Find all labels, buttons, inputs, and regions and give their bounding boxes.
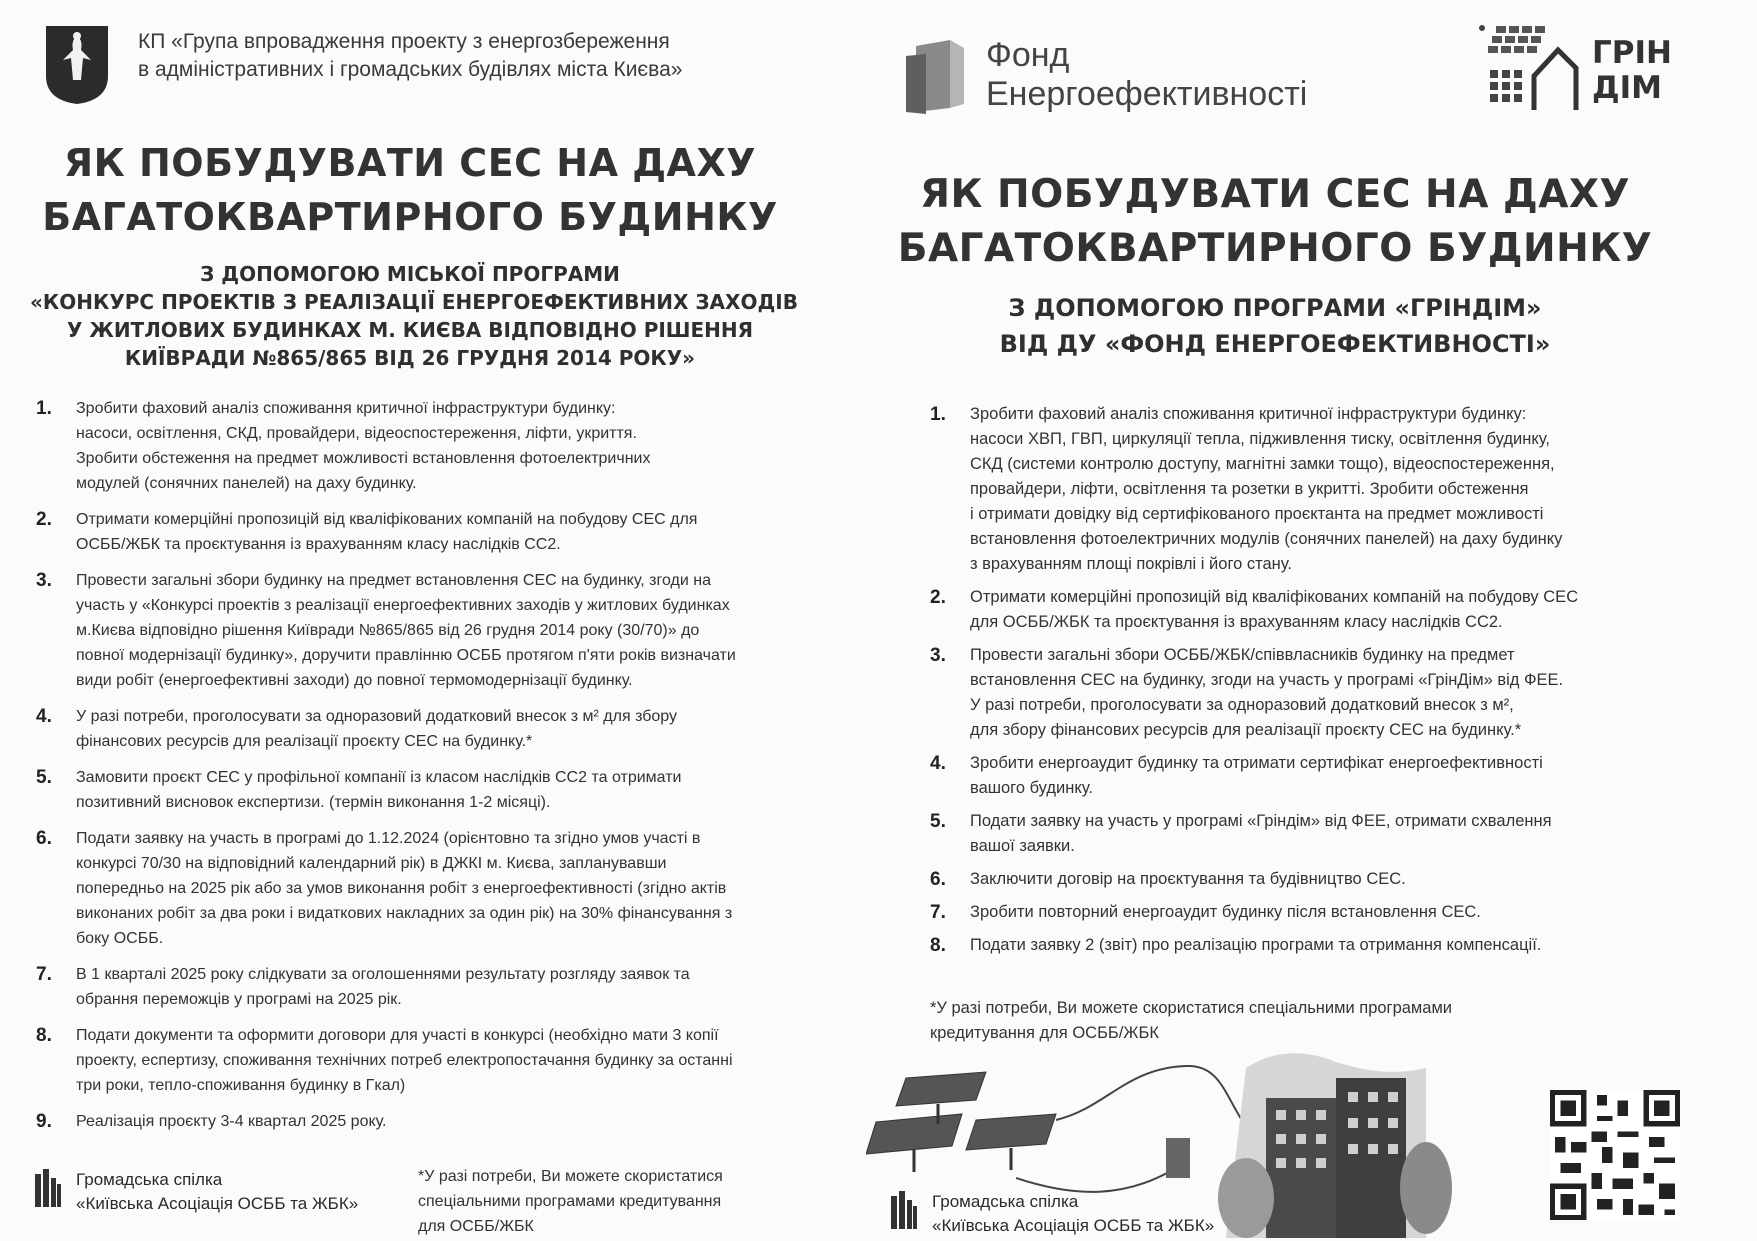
list-item xyxy=(930,751,1690,801)
step-number: 1. xyxy=(930,404,946,425)
list-item xyxy=(36,1023,816,1098)
step-text: Подати заявку 2 (звіт) про реалізацію програми та отримання компенсації. xyxy=(970,936,1542,954)
list-item xyxy=(36,765,816,815)
step-text: В 1 кварталі 2025 року слідкувати за оголошеннями результату розгляду заявок та обрання переможців у програмі на 2025 рік. xyxy=(76,966,690,1008)
step-text: Отримати комерційні пропозицій від кваліфікованих компаній на побудову СЕС для ОСББ/ЖБК та проєктування із врахуванням класу наслідків СС2. xyxy=(970,588,1579,631)
step-number: 4. xyxy=(930,753,946,774)
step-number: 9. xyxy=(36,1111,52,1132)
step-text: Замовити проєкт СЕС у профільної компанії із класом наслідків СС2 та отримати позитивний висновок експертизи. (термін виконання 1-2 місяці). xyxy=(76,769,682,811)
step-text: Реалізація проєкту 3-4 квартал 2025 року. xyxy=(76,1113,387,1130)
step-number: 6. xyxy=(930,869,946,890)
page-subtitle: З ДОПОМОГОЮ ПРОГРАМИ «ГРІНДІМ» ВІД ДУ «ФОНД ЕНЕРГОЕФЕКТИВНОСТІ» xyxy=(999,294,1551,358)
list-item xyxy=(36,1109,816,1134)
step-number: 2. xyxy=(36,509,52,530)
building-icon xyxy=(34,1168,62,1208)
association-credit: Громадська спілка «Київська Асоціація ОСББ та ЖБК» xyxy=(890,1190,1214,1238)
organization-name: КП «Група впровадження проекту з енергозбереження в адміністративних і громадських будівлях міста Києва» xyxy=(138,30,683,81)
step-text: Провести загальні збори будинку на предмет встановлення СЕС на будинку, згоди на участь у «Конкурсі проектів з реалізації енергоефективних заходів у житлових будинках м.Києва відповідно рішення Київради №865/865 від 26 грудня 2014 року (30/70)» до повної модернізації будинку», доручити правлінню ОСББ протягом п'яти років визначати види робіт (енергоефективні заходи) до повної термомодернізації будинку. xyxy=(76,572,736,689)
list-item xyxy=(36,704,816,754)
page-title: ЯК ПОБУДУВАТИ СЕС НА ДАХУ БАГАТОКВАРТИРНОГО БУДИНКУ xyxy=(897,172,1653,271)
kyiv-coat-of-arms-icon xyxy=(44,24,110,106)
list-item xyxy=(36,962,816,1012)
step-text: У разі потреби, проголосувати за одноразовий додатковий внесок з м² для збору фінансових ресурсів для реалізації проєкту СЕС на будинку.* xyxy=(76,708,678,750)
list-item xyxy=(930,585,1690,635)
step-text: Зробити фаховий аналіз споживання критичної інфраструктури будинку: насоси, освітлення, СКД, провайдери, відеоспостереження, ліфти, укриття. Зробити обстеження на предмет можливості встановлення фотоелектричних модулей (сонячних панелей) на даху будинку. xyxy=(76,400,651,492)
step-number: 1. xyxy=(36,398,52,419)
steps-list xyxy=(36,396,816,1145)
step-number: 8. xyxy=(36,1025,52,1046)
list-item xyxy=(36,826,816,951)
list-item xyxy=(930,933,1690,958)
list-item xyxy=(930,867,1690,892)
step-number: 5. xyxy=(930,811,946,832)
step-number: 3. xyxy=(36,570,52,591)
list-item xyxy=(930,809,1690,859)
step-text: Заключити договір на проєктування та будівництво СЕС. xyxy=(970,870,1406,888)
step-number: 7. xyxy=(36,964,52,985)
greendim-name: ГРІН ДІМ xyxy=(1592,35,1672,106)
step-number: 5. xyxy=(36,767,52,788)
greendim-logo-icon xyxy=(1476,20,1580,114)
step-number: 8. xyxy=(930,935,946,956)
energy-fund-name: Фонд Енергоефективності xyxy=(986,36,1308,113)
qr-code-icon xyxy=(1550,1090,1680,1220)
footnote: *У разі потреби, Ви можете скористатися спеціальними програмами кредитування для ОСББ/ЖБК xyxy=(930,999,1453,1042)
page-subtitle: З ДОПОМОГОЮ МІСЬКОЇ ПРОГРАМИ «КОНКУРС ПРОЕКТІВ З РЕАЛІЗАЦІЇ ЕНЕРГОЕФЕКТИВНИХ ЗАХОДІВ У ЖИТЛОВИХ БУДИНКАХ М. КИЄВА ВІДПОВІДНО РІШЕННЯ КИЇВРАДИ №865/865 ВІД 26 ГРУДНЯ 2014 РОКУ» xyxy=(30,262,798,370)
list-item xyxy=(36,507,816,557)
step-text: Подати заявку на участь в програмі до 1.12.2024 (орієнтовно та згідно умов участі в конкурсі 70/30 на відповідний календарний рік) в ДЖКІ м. Києва, запланувавши попередньо на 2025 рік або за умов виконання робіт з енергоефективності (згідно актів виконаних робіт за два роки і видаткових накладних за один рік) на 30% фінансування з боку ОСББ. xyxy=(76,830,733,947)
list-item xyxy=(36,568,816,693)
association-credit: Громадська спілка «Київська Асоціація ОСББ та ЖБК» xyxy=(34,1168,358,1216)
right-flyer xyxy=(850,0,1757,1241)
step-text: Зробити фаховий аналіз споживання критичної інфраструктури будинку: насоси ХВП, ГВП, циркуляції тепла, підживлення тиску, освітлення будинку, СКД (системи контролю доступу, магнітні замки тощо), відеоспостереження, провайдери, ліфти, освітлення та розетки в укритті. Зробити обстеження і отримати довідку від сертифікованого проєктанта на предмет можливості встановлення фотоелектричних модулів (сонячних панелей) на даху будинку з врахуванням площі покрівлі і його стану. xyxy=(970,405,1563,573)
step-number: 3. xyxy=(930,645,946,666)
left-flyer xyxy=(0,0,840,1241)
step-text: Подати документи та оформити договори для участі в конкурсі (необхідно мати 3 копії проекту, еспертизу, споживання технічних потреб електропостачання будинку за останні три роки, тепло-споживання будинку в Гкал) xyxy=(76,1027,733,1094)
page-title: ЯК ПОБУДУВАТИ СЕС НА ДАХУ БАГАТОКВАРТИРНОГО БУДИНКУ xyxy=(42,141,778,239)
list-item xyxy=(930,900,1690,925)
step-text: Провести загальні збори ОСББ/ЖБК/співвласників будинку на предмет встановлення СЕС на будинку, згоди на участь у програмі «ГрінДім» від ФЕЕ. У разі потреби, проголосувати за одноразовий додатковий внесок з м², для збору фінансових ресурсів для реалізації проєкту СЕС на будинку.* xyxy=(970,646,1564,739)
step-number: 7. xyxy=(930,902,946,923)
step-text: Подати заявку на участь у програмі «Гріндім» від ФЕЕ, отримати схвалення вашої заявки. xyxy=(970,812,1552,855)
step-number: 6. xyxy=(36,828,52,849)
step-text: Отримати комерційні пропозицій від кваліфікованих компаній на побудову СЕС для ОСББ/ЖБК та проєктування із врахуванням класу наслідків СС2. xyxy=(76,511,698,553)
step-number: 4. xyxy=(36,706,52,727)
footnote: *У разі потреби, Ви можете скористатися спеціальними програмами кредитування для ОСББ/ЖБК xyxy=(418,1168,723,1235)
step-text: Зробити повторний енергоаудит будинку після встановлення СЕС. xyxy=(970,903,1481,921)
list-item xyxy=(930,402,1690,577)
list-item xyxy=(36,396,816,496)
building-icon xyxy=(890,1190,918,1230)
step-number: 2. xyxy=(930,587,946,608)
steps-list xyxy=(930,402,1690,966)
step-text: Зробити енергоаудит будинку та отримати сертифікат енергоефективності вашого будинку. xyxy=(970,754,1543,797)
list-item xyxy=(930,643,1690,743)
energy-fund-logo-icon xyxy=(906,38,966,114)
